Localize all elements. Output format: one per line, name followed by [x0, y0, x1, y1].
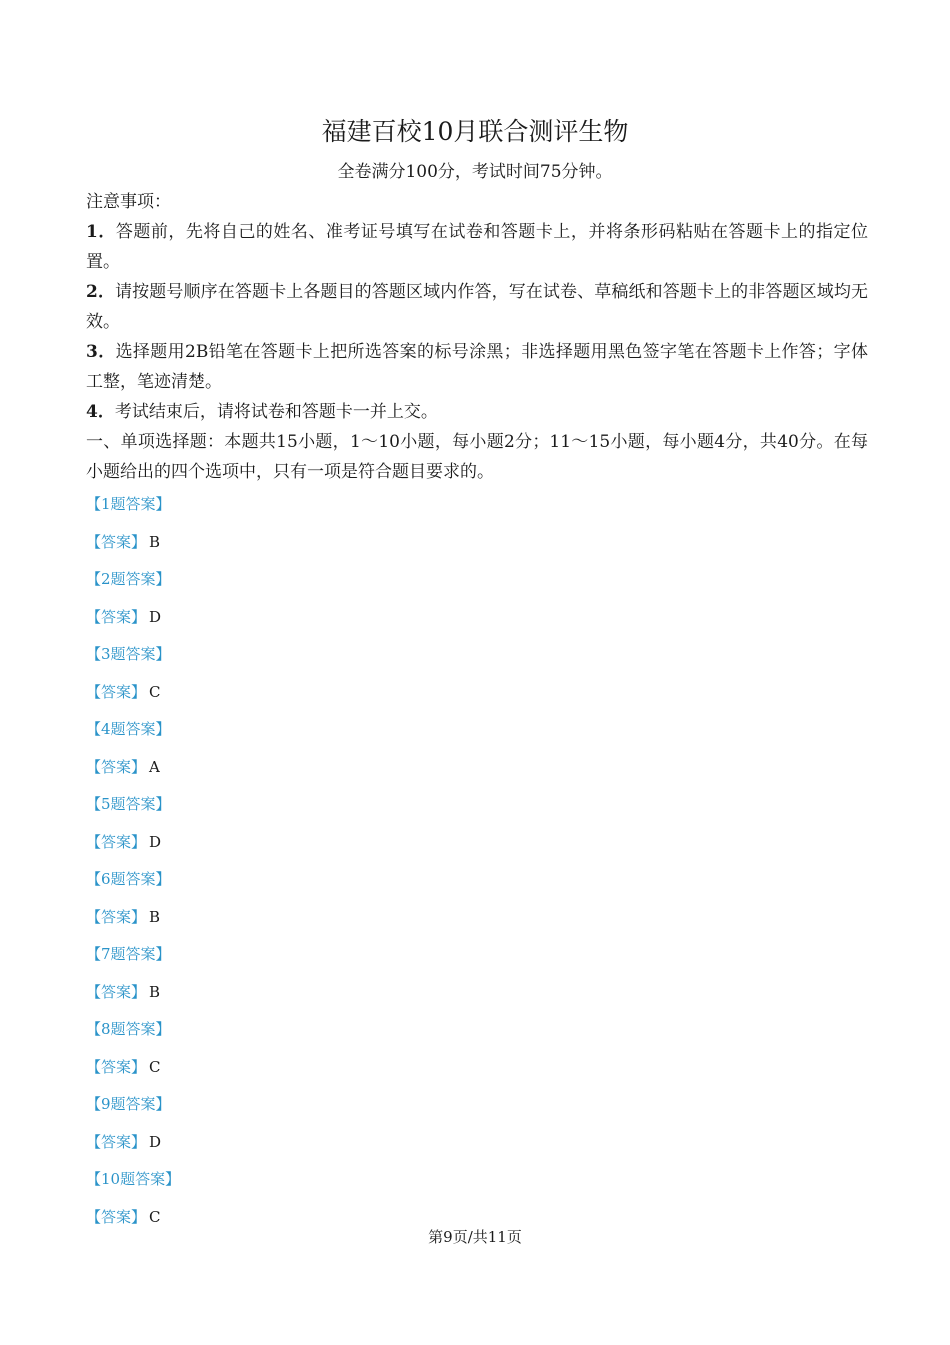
answer-list [86, 486, 586, 1236]
answer-label: 【答案】 [86, 907, 147, 926]
notes-item-text: 选择题用2B铅笔在答题卡上把所选答案的标号涂黑；非选择题用黑色签字笔在答题卡上作答；字体工整，笔迹清楚。 [86, 342, 868, 392]
page-number: 第9页/共11页 [428, 1228, 522, 1246]
notes-item-number: 1． [86, 222, 116, 242]
answer-value: A [149, 757, 160, 776]
answer-value: C [149, 682, 161, 701]
answer-row-3 [86, 674, 586, 712]
question-label: 【6题答案】 [86, 870, 171, 888]
notes-item-2 [86, 277, 868, 337]
notes-item-text: 请按题号顺序在答题卡上各题目的答题区域内作答，写在试卷、草稿纸和答题卡上的非答题区域均无效。 [86, 282, 868, 332]
notes-item-text: 答题前，先将自己的姓名、准考证号填写在试卷和答题卡上，并将条形码粘贴在答题卡上的指定位置。 [86, 222, 868, 272]
question-header-10 [86, 1161, 586, 1199]
question-label: 【7题答案】 [86, 945, 171, 963]
answer-row-1 [86, 524, 586, 562]
notes-item-text: 考试结束后，请将试卷和答题卡一并上交。 [114, 402, 438, 422]
notes-item-number: 4． [86, 402, 115, 422]
question-header-5 [86, 786, 586, 824]
question-header-2 [86, 561, 586, 599]
answer-value: C [149, 1057, 161, 1076]
answer-row-4 [86, 749, 586, 787]
answer-label: 【答案】 [86, 1207, 147, 1226]
answer-value: B [149, 982, 161, 1001]
section-heading: 一、单项选择题：本题共15小题，1～10小题，每小题2分；11～15小题，每小题4分，共40分。在每小题给出的四个选项中，只有一项是符合题目要求的。 [86, 432, 868, 482]
answer-label: 【答案】 [86, 532, 147, 551]
question-label: 【3题答案】 [86, 645, 171, 663]
page-title: 福建百校10月联合测评生物 [321, 117, 629, 146]
question-header-8 [86, 1011, 586, 1049]
notes-section [86, 187, 868, 487]
answer-row-2 [86, 599, 586, 637]
answer-row-6 [86, 899, 586, 937]
page-subtitle: 全卷满分100分，考试时间75分钟。 [337, 162, 613, 182]
question-label: 【4题答案】 [86, 720, 171, 738]
notes-item-number: 3． [86, 342, 116, 362]
question-label: 【1题答案】 [86, 495, 171, 513]
answer-value: D [149, 1132, 162, 1151]
answer-label: 【答案】 [86, 832, 147, 851]
answer-label: 【答案】 [86, 682, 147, 701]
question-header-3 [86, 636, 586, 674]
answer-label: 【答案】 [86, 607, 147, 626]
notes-heading: 注意事项： [86, 192, 171, 212]
question-header-4 [86, 711, 586, 749]
notes-item-1 [86, 217, 868, 277]
answer-label: 【答案】 [86, 982, 147, 1001]
answer-row-7 [86, 974, 586, 1012]
answer-label: 【答案】 [86, 1132, 147, 1151]
question-label: 【5题答案】 [86, 795, 171, 813]
question-header-7 [86, 936, 586, 974]
answer-value: D [149, 607, 162, 626]
question-header-6 [86, 861, 586, 899]
answer-label: 【答案】 [86, 1057, 147, 1076]
question-header-9 [86, 1086, 586, 1124]
answer-label: 【答案】 [86, 757, 147, 776]
answer-value: B [149, 907, 161, 926]
question-label: 【2题答案】 [86, 570, 171, 588]
answer-row-5 [86, 824, 586, 862]
answer-row-8 [86, 1049, 586, 1087]
notes-item-3 [86, 337, 868, 397]
notes-item-number: 2． [86, 282, 116, 302]
answer-value: C [149, 1207, 161, 1226]
question-label: 【9题答案】 [86, 1095, 171, 1113]
answer-value: D [149, 832, 162, 851]
answer-row-9 [86, 1124, 586, 1162]
answer-value: B [149, 532, 161, 551]
question-header-1 [86, 486, 586, 524]
question-label: 【10题答案】 [86, 1170, 181, 1188]
question-label: 【8题答案】 [86, 1020, 171, 1038]
notes-item-4 [86, 397, 868, 427]
